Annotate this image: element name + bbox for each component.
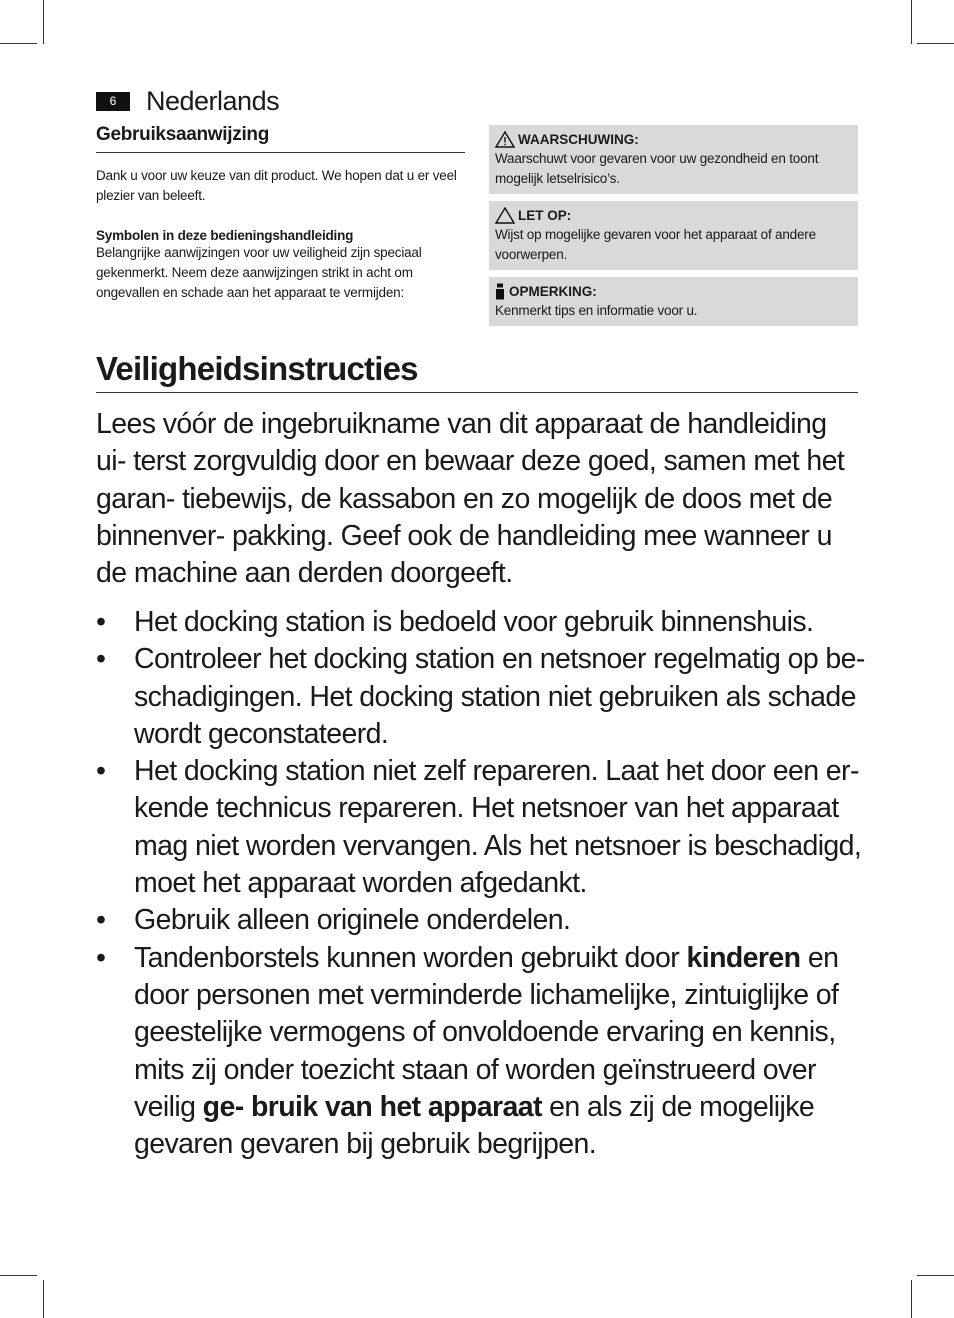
bullet-icon: •: [96, 643, 106, 676]
list-item: [96, 902, 866, 939]
intro-text: Dank u voor uw keuze van dit product. We hopen dat u er veel plezier van beleeft.: [96, 168, 457, 203]
safety-bullet-list: [96, 604, 866, 1163]
caution-notice: [489, 201, 858, 270]
crop-mark: [43, 1280, 44, 1318]
crop-mark: [0, 43, 37, 44]
crop-mark: [917, 43, 954, 44]
warning-triangle-icon: [495, 131, 515, 148]
notices-column: [489, 125, 858, 333]
list-item: [96, 753, 866, 902]
warning-title: WAARSCHUWING:: [518, 132, 639, 147]
crop-mark: [917, 1275, 954, 1276]
bullet-icon: •: [96, 606, 106, 638]
bullet-text: Controleer het docking station en netsnoer regelmatig op be- schadigingen. Het docking station niet gebruiken als schade wordt geconstateerd.: [134, 643, 865, 750]
bullet-text: Het docking station niet zelf repareren. Laat het door een er- kende technicus repareren. Het netsnoer van het apparaat mag niet worden vervangen. Als het netsnoer is beschadigd, moet het apparaat worden afgedankt.: [134, 755, 862, 900]
bullet-icon: •: [96, 755, 106, 788]
bold-term: kinderen: [686, 941, 801, 974]
caution-text: Wijst op mogelijke gevaren voor het apparaat of andere voorwerpen.: [495, 227, 816, 262]
bullet-icon: •: [96, 941, 106, 974]
bold-term: ge- bruik van het apparaat: [202, 1090, 542, 1123]
list-item: [96, 604, 866, 641]
crop-mark: [911, 0, 912, 44]
section-title: Veiligheidsinstructies: [96, 350, 858, 393]
info-icon: [495, 283, 505, 300]
bullet-text: Gebruik alleen originele onderdelen.: [134, 904, 571, 937]
note-title: OPMERKING:: [509, 284, 597, 299]
instructions-heading: Gebruiksaanwijzing: [96, 124, 465, 153]
crop-mark: [43, 0, 44, 44]
bullet-icon: •: [96, 904, 106, 937]
bullet-text-part: en door personen met verminderde lichamelijke, zintuiglijke of geestelijke vermogens of onvoldoende ervaring en kennis, mits zij onder toezicht staan of worden geïnstrueerd over veilig: [134, 941, 839, 1123]
warning-triangle-icon: [495, 207, 515, 224]
symbols-heading: Symbolen in deze bedieningshandleiding: [96, 228, 354, 243]
note-text: Kenmerkt tips en informatie voor u.: [495, 303, 698, 318]
list-item: [96, 940, 866, 1164]
note-notice: [489, 277, 858, 326]
safety-intro: Lees vóór de ingebruikname van dit apparaat de handleiding ui- terst zorgvuldig door en bewaar deze goed, samen met het garan- tiebewijs, de kassabon en zo mogelijk de doos met de binnenver- pakking. Geef ook de handleiding mee wanneer u de machine aan derden doorgeeft.: [96, 408, 845, 590]
symbols-text: Belangrijke aanwijzingen voor uw veiligheid zijn speciaal gekenmerkt. Neem deze aanwijzingen strikt in acht om ongevallen en schade aan het apparaat te vermijden:: [96, 245, 422, 300]
bullet-text-part: en als zij de mogelijke gevaren gevaren bij gebruik begrijpen.: [134, 1090, 815, 1161]
crop-mark: [0, 1275, 37, 1276]
warning-notice: [489, 125, 858, 194]
caution-title: LET OP:: [518, 208, 572, 223]
bullet-text: Het docking station is bedoeld voor gebruik binnenshuis.: [134, 606, 814, 638]
bullet-text-part: Tandenborstels kunnen worden gebruikt door: [134, 941, 687, 974]
crop-mark: [911, 1280, 912, 1318]
language-title: Nederlands: [146, 86, 280, 116]
warning-text: Waarschuwt voor gevaren voor uw gezondheid en toont mogelijk letselrisico’s.: [495, 151, 819, 186]
page-number: 6: [96, 92, 130, 111]
list-item: [96, 641, 866, 753]
instructions-column: [96, 124, 465, 303]
